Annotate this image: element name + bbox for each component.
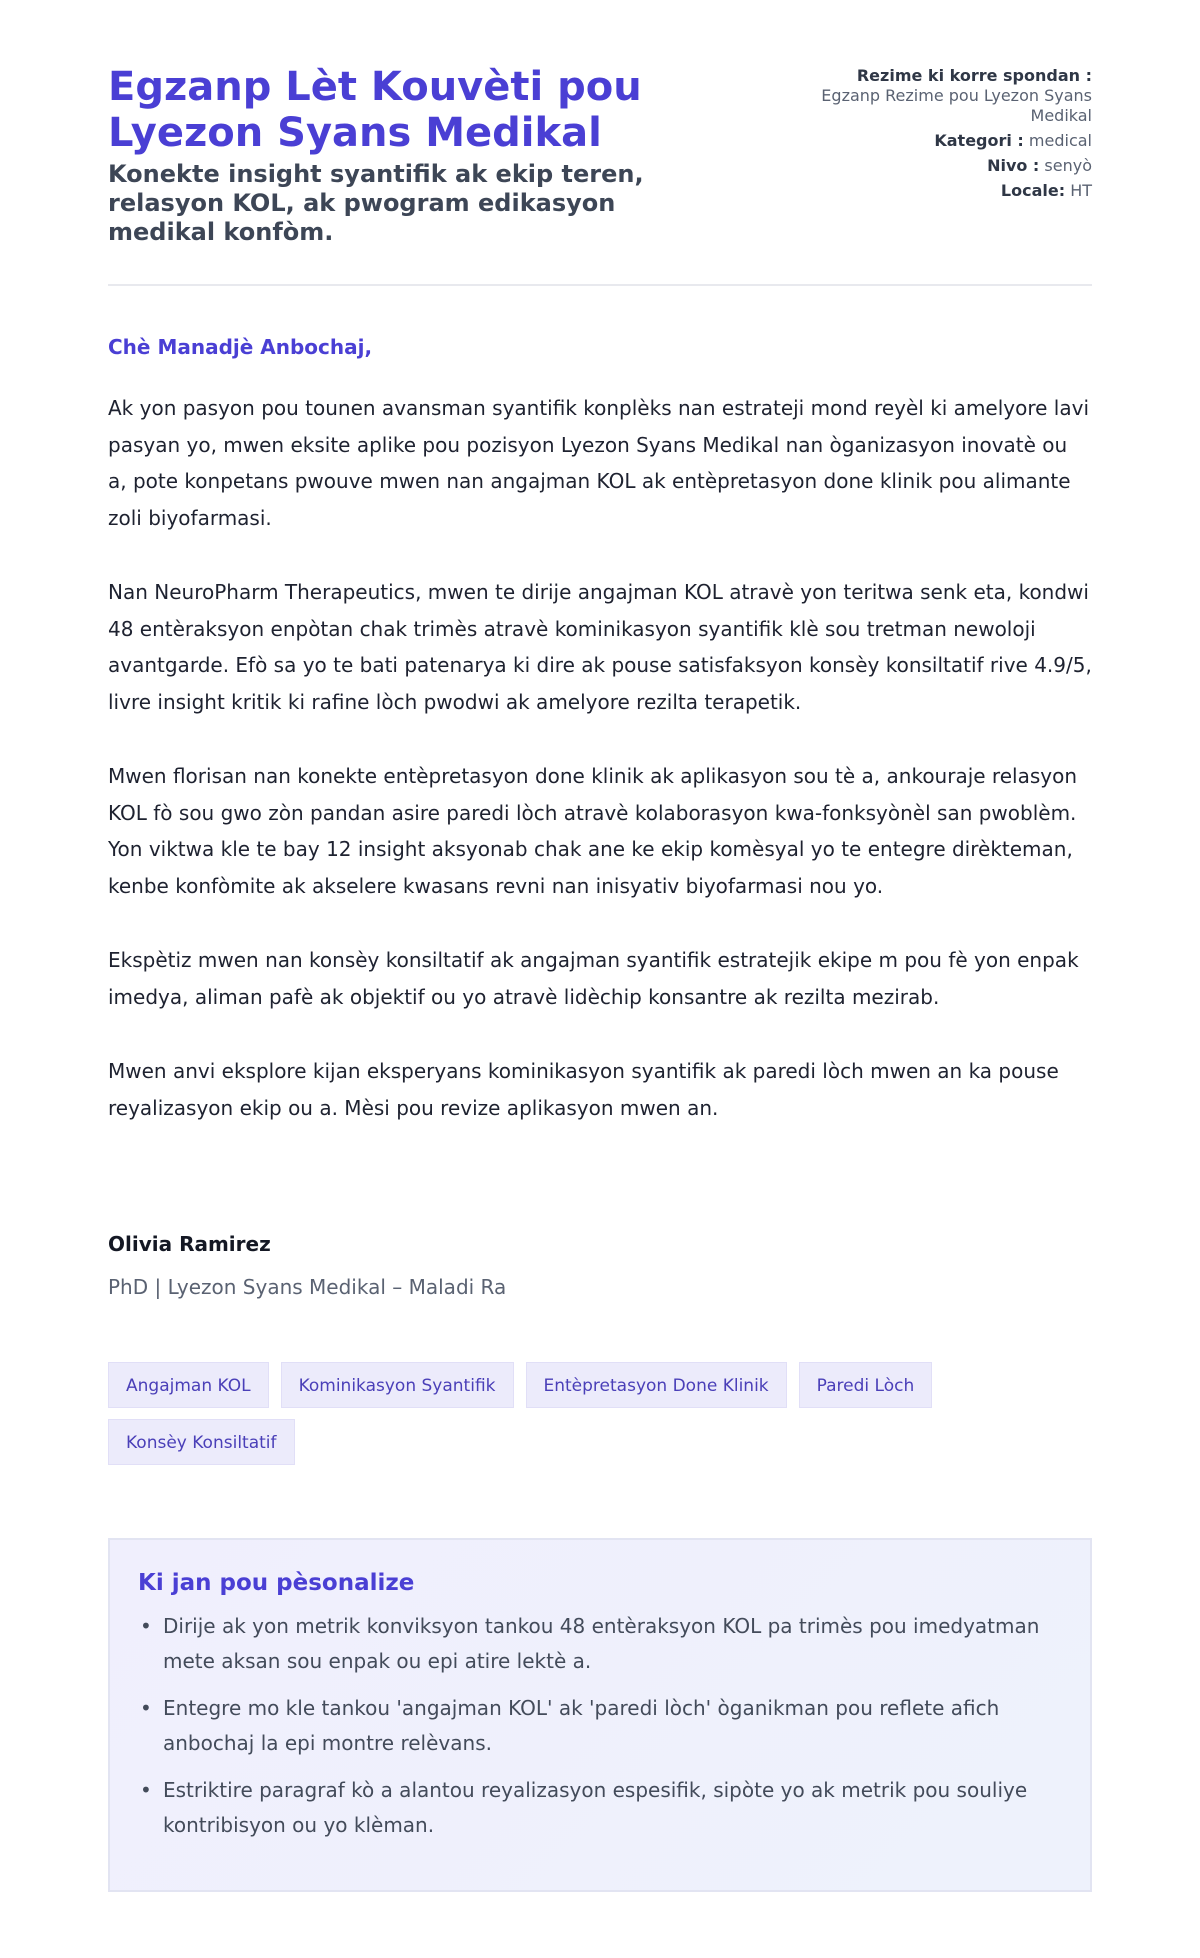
tip-item	[138, 1773, 1062, 1843]
tips-list	[138, 1609, 1062, 1843]
customization-tips-box	[108, 1538, 1092, 1892]
bullet-icon: •	[140, 1778, 152, 1802]
page-subtitle: Konekte insight syantifik ak ekip teren, relasyon KOL, ak pwogram edikasyon medikal konfòm.	[108, 160, 644, 246]
signature-name: Olivia Ramirez	[108, 1232, 271, 1256]
meta-level	[792, 156, 1092, 176]
page-title: Egzanp Lèt Kouvèti pou Lyezon Syans Medikal	[108, 64, 642, 156]
meta-resume-value: Egzanp Rezime pou Lyezon Syans Medikal	[821, 86, 1092, 125]
signature-title: PhD | Lyezon Syans Medikal – Maladi Ra	[108, 1275, 507, 1299]
skill-tag: Paredi Lòch	[799, 1362, 933, 1408]
tip-text: Entegre mo kle tankou 'angajman KOL' ak 'paredi lòch' òganikman pou reflete afich anbochaj la epi montre relèvans.	[163, 1696, 1000, 1755]
bullet-icon: •	[140, 1696, 152, 1720]
tip-text: Estriktire paragraf kò a alantou reyalizasyon espesifik, sipòte yo ak metrik pou souliye kontribisyon ou yo klèman.	[163, 1778, 1028, 1837]
tips-title: Ki jan pou pèsonalize	[138, 1570, 415, 1596]
bullet-icon: •	[140, 1614, 152, 1638]
skill-tag: Entèpretasyon Done Klinik	[526, 1362, 787, 1408]
meta-level-value: senyò	[1044, 156, 1092, 175]
meta-category-label: Kategori :	[934, 131, 1024, 150]
letter-salutation: Chè Manadjè Anbochaj,	[108, 335, 373, 359]
meta-level-label: Nivo :	[987, 156, 1040, 175]
meta-locale-value: HT	[1070, 181, 1092, 200]
letter-paragraph: Nan NeuroPharm Therapeutics, mwen te dirije angajman KOL atravè yon teritwa senk eta, kondwi 48 entèraksyon enpòtan chak trimès atravè kominikasyon syantifik klè sou tretman newoloji avantgarde. Efò sa yo te bati patenarya ki dire ak pouse satisfaksyon konsèy konsiltatif rive 4.9/5, livre insight kritik ki rafine lòch pwodwi ak amelyore rezilta terapetik.	[108, 580, 1092, 714]
meta-category-value: medical	[1028, 131, 1092, 150]
meta-locale	[792, 181, 1092, 201]
meta-locale-label: Locale:	[1000, 181, 1066, 200]
tip-item	[138, 1609, 1062, 1679]
skill-tag: Kominikasyon Syantifik	[281, 1362, 514, 1408]
page-header	[108, 0, 1092, 286]
meta-panel	[792, 66, 1092, 206]
skill-tags	[108, 1362, 1092, 1465]
skill-tag: Angajman KOL	[108, 1362, 269, 1408]
tip-text: Dirije ak yon metrik konviksyon tankou 48 entèraksyon KOL pa trimès pou imedyatman mete aksan sou enpak ou epi atire lektè a.	[163, 1614, 1040, 1673]
tip-item	[138, 1691, 1062, 1761]
skill-tag: Konsèy Konsiltatif	[108, 1419, 295, 1465]
meta-category	[792, 131, 1092, 151]
meta-resume-label: Rezime ki korre spondan :	[856, 66, 1092, 85]
letter-paragraph: Mwen anvi eksplore kijan eksperyans kominikasyon syantifik ak paredi lòch mwen an ka pouse reyalizasyon ekip ou a. Mèsi pou revize aplikasyon mwen an.	[108, 1059, 1059, 1120]
letter-paragraph: Ak yon pasyon pou tounen avansman syantifik konplèks nan estrateji mond reyèl ki amelyore lavi pasyan yo, mwen eksite aplike pou pozisyon Lyezon Syans Medikal nan òganizasyon inovatè ou a, pote konpetans pwouve mwen nan angajman KOL ak entèpretasyon done klinik pou alimante zoli biyofarmasi.	[108, 396, 1090, 530]
letter-paragraph: Mwen florisan nan konekte entèpretasyon done klinik ak aplikasyon sou tè a, ankouraje relasyon KOL fò sou gwo zòn pandan asire paredi lòch atravè kolaborasyon kwa-fonksyònèl san pwoblèm. Yon viktwa kle te bay 12 insight aksyonab chak ane ke ekip komèsyal yo te entegre dirèkteman, kenbe konfòmite ak akselere kwasans revni nan inisyativ biyofarmasi nou yo.	[108, 764, 1077, 898]
letter-body	[108, 390, 1092, 1164]
letter-paragraph: Ekspètiz mwen nan konsèy konsiltatif ak angajman syantifik estratejik ekipe m pou fè yon enpak imedya, aliman pafè ak objektif ou yo atravè lidèchip konsantre ak rezilta mezirab.	[108, 948, 1079, 1009]
meta-resume	[792, 66, 1092, 126]
